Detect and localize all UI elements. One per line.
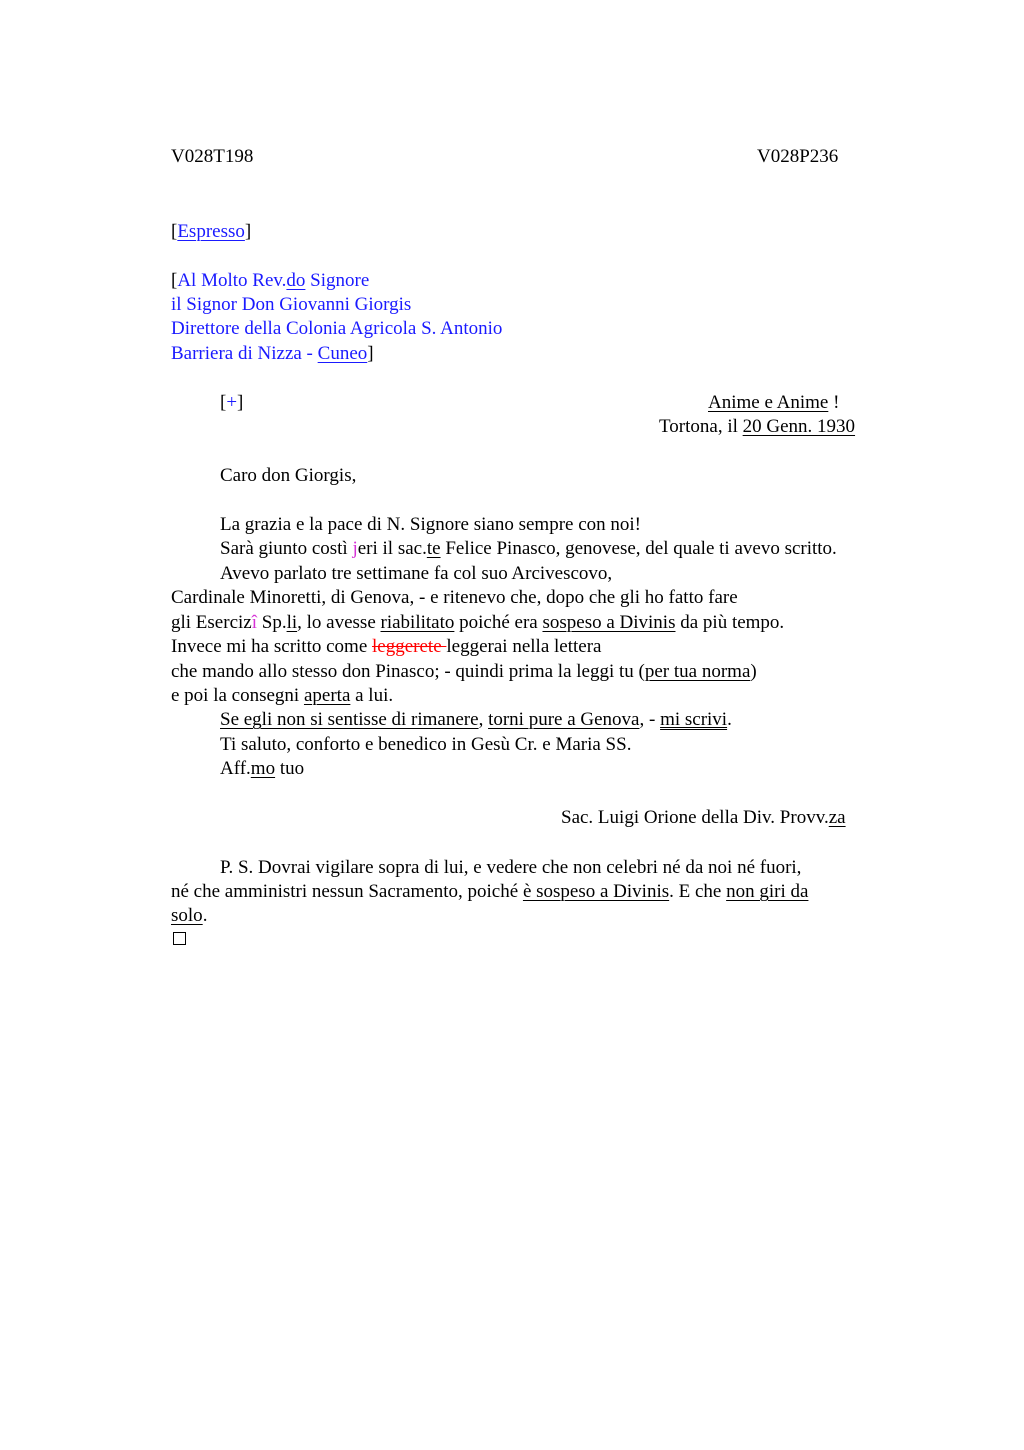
body-line-5-g: poiché era: [454, 612, 543, 633]
document-code-left: V028T198: [171, 146, 254, 167]
body-line-2-c: eri il sac.: [357, 538, 427, 559]
postscript-line-1: P. S. Dovrai vigilare sopra di lui, e vedere che non celebri né da noi né fuori,: [220, 857, 802, 878]
body-line-7-c: ): [750, 661, 757, 682]
body-line-5-abbrev: li: [286, 612, 298, 633]
address-line-1-tail: Signore: [305, 270, 370, 291]
body-line-2-abbrev: te: [426, 538, 441, 559]
body-line-2-correction: j: [352, 538, 358, 559]
body-line-7-a: che mando allo stesso don Pinasco; - quindi prima la leggi tu (: [171, 661, 645, 682]
postscript-line-3-solo: solo: [171, 905, 203, 926]
postscript-line-3: [171, 905, 207, 927]
address-line-4-text: Barriera di Nizza -: [171, 343, 318, 364]
postscript-line-2-giri: non giri da: [726, 881, 809, 902]
postscript-line-3-b: .: [202, 905, 208, 926]
cross-mark: [+]: [220, 392, 244, 413]
body-line-6-a: Invece mi ha scritto come: [171, 636, 373, 657]
document-code-right: V028P236: [757, 146, 839, 167]
signature-text: Sac. Luigi Orione della Div. Provv.: [561, 807, 829, 828]
address-line-1-text: Al Molto Rev.: [177, 270, 287, 291]
end-of-text-box-icon: [173, 932, 186, 945]
salutation: Caro don Giorgis,: [220, 465, 357, 486]
body-line-2: [220, 538, 837, 560]
address-line-4: Barriera di Nizza - Cuneo]: [171, 343, 374, 364]
signature-abbrev: za: [828, 807, 846, 828]
body-line-4: Cardinale Minoretti, di Genova, - e ritenevo che, dopo che gli ho fatto fare: [171, 587, 738, 608]
body-line-8: [171, 685, 393, 707]
place-text: Tortona, il: [659, 416, 743, 437]
body-line-5-a: gli Eserciz: [171, 612, 252, 633]
body-line-8-a: e poi la consegni: [171, 685, 304, 706]
address-line-3: Direttore della Colonia Agricola S. Antonio: [171, 318, 503, 339]
body-line-7: [171, 661, 757, 683]
cross-icon: +: [226, 392, 238, 413]
body-line-6: [171, 636, 601, 658]
body-line-5: [171, 612, 784, 634]
body-line-5-correction: î: [251, 612, 257, 633]
motto-text: Anime e Anime: [708, 392, 829, 413]
body-line-5-e: , lo avesse: [297, 612, 381, 633]
motto-tail: !: [828, 392, 840, 413]
body-line-10: Ti saluto, conforto e benedico in Gesù Cr. e Maria SS.: [220, 734, 632, 755]
closing: [220, 758, 304, 780]
date-text: 20 Genn. 1930: [742, 416, 856, 437]
motto: [708, 392, 839, 414]
body-line-9-a: Se egli non si sentisse di rimanere: [220, 709, 479, 730]
body-line-9-d: , -: [639, 709, 661, 730]
signature: [561, 807, 846, 829]
body-line-9-c: torni pure a Genova: [488, 709, 640, 730]
address-line-1: [Al Molto Rev.do Signore: [171, 270, 370, 291]
body-line-8-c: a lui.: [350, 685, 394, 706]
delivery-mark: [Espresso]: [171, 221, 252, 242]
espresso-label: Espresso: [177, 221, 245, 242]
body-line-9: [220, 709, 732, 731]
address-line-1-abbrev: do: [286, 270, 306, 291]
body-line-1: La grazia e la pace di N. Signore siano sempre con noi!: [220, 514, 642, 535]
postscript-line-2: [171, 881, 808, 903]
body-line-5-riabilitato: riabilitato: [380, 612, 455, 633]
body-line-3: Avevo parlato tre settimane fa col suo Arcivescovo,: [220, 563, 613, 584]
body-line-9-scrivi: mi scrivi: [660, 709, 728, 730]
body-line-2-e: Felice Pinasco, genovese, del quale ti avevo scritto.: [440, 538, 837, 559]
body-line-7-norma: per tua norma: [644, 661, 751, 682]
body-line-2-a: Sarà giunto costì: [220, 538, 353, 559]
body-line-9-b: ,: [478, 709, 489, 730]
body-line-6-c: leggerai nella lettera: [446, 636, 602, 657]
body-line-5-c: Sp.: [257, 612, 287, 633]
body-line-9-f: .: [727, 709, 732, 730]
body-line-8-aperta: aperta: [303, 685, 351, 706]
postscript-line-2-c: . E che: [669, 881, 727, 902]
body-line-5-i: da più tempo.: [675, 612, 785, 633]
closing-abbrev: mo: [250, 758, 276, 779]
body-line-5-sospeso: sospeso a Divinis: [542, 612, 676, 633]
address-city: Cuneo: [317, 343, 368, 364]
closing-c: tuo: [275, 758, 305, 779]
closing-a: Aff.: [220, 758, 251, 779]
postscript-line-2-sospeso: è sospeso a Divinis: [522, 881, 670, 902]
place-date: [659, 416, 855, 438]
body-line-6-deleted: leggerete: [372, 636, 447, 657]
postscript-line-2-a: né che amministri nessun Sacramento, poiché: [171, 881, 523, 902]
address-line-2: il Signor Don Giovanni Giorgis: [171, 294, 412, 315]
